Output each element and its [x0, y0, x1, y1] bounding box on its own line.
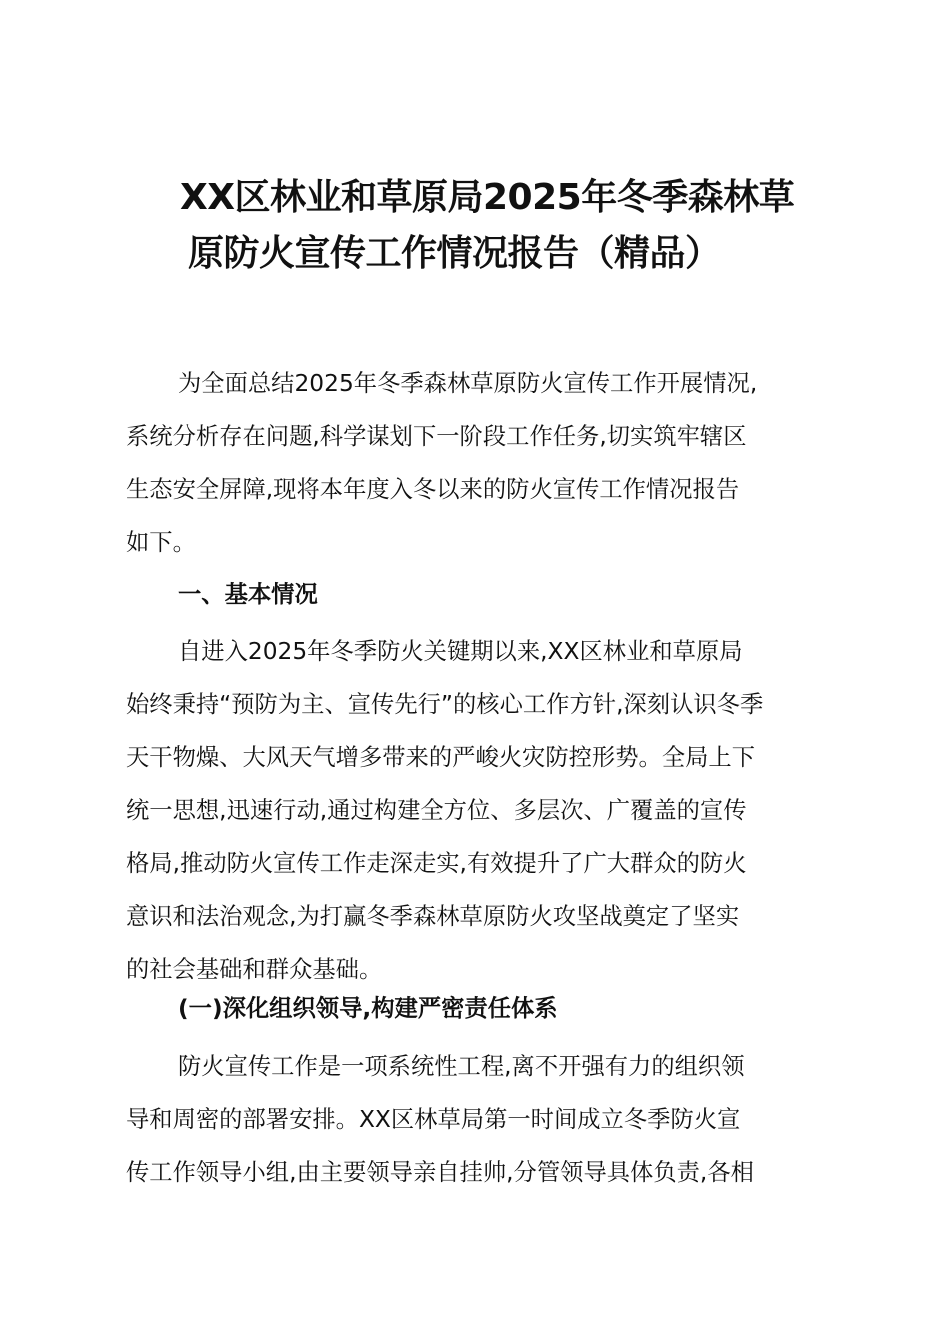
- paragraph-line: 为全面总结2025年冬季森林草原防火宣传工作开展情况,: [178, 370, 758, 397]
- paragraph-line: 天干物燥、大风天气增多带来的严峻火灾防控形势。全局上下: [126, 744, 756, 771]
- title-line-2: 原防火宣传工作情况报告（精品）: [188, 233, 721, 274]
- document-title: [150, 170, 850, 282]
- paragraph-line: 的社会基础和群众基础。: [126, 956, 383, 983]
- paragraph-line: 自进入2025年冬季防火关键期以来,XX区林业和草原局: [178, 638, 743, 665]
- section1-paragraph: [126, 625, 826, 996]
- paragraph-line: 意识和法治观念,为打赢冬季森林草原防火攻坚战奠定了坚实: [126, 903, 740, 930]
- intro-paragraph: [126, 357, 826, 569]
- paragraph-line: 格局,推动防火宣传工作走深走实,有效提升了广大群众的防火: [126, 850, 747, 877]
- section-heading: 一、基本情况: [178, 581, 318, 608]
- paragraph-line: 系统分析存在问题,科学谋划下一阶段工作任务,切实筑牢辖区: [126, 423, 747, 450]
- title-line-1: XX区林业和草原局2025年冬季森林草: [180, 177, 795, 218]
- paragraph-line: 如下。: [126, 529, 196, 556]
- subsection1-paragraph: [126, 1040, 826, 1199]
- paragraph-line: 传工作领导小组,由主要领导亲自挂帅,分管领导具体负责,各相: [126, 1159, 754, 1186]
- paragraph-line: 导和周密的部署安排。XX区林草局第一时间成立冬季防火宣: [126, 1106, 741, 1133]
- paragraph-line: 始终秉持“预防为主、宣传先行”的核心工作方针,深刻认识冬季: [126, 691, 764, 718]
- paragraph-line: 防火宣传工作是一项系统性工程,离不开强有力的组织领: [178, 1053, 745, 1080]
- subsection-heading: (一)深化组织领导,构建严密责任体系: [178, 995, 558, 1022]
- paragraph-line: 生态安全屏障,现将本年度入冬以来的防火宣传工作情况报告: [126, 476, 740, 503]
- paragraph-line: 统一思想,迅速行动,通过构建全方位、多层次、广覆盖的宣传: [126, 797, 747, 824]
